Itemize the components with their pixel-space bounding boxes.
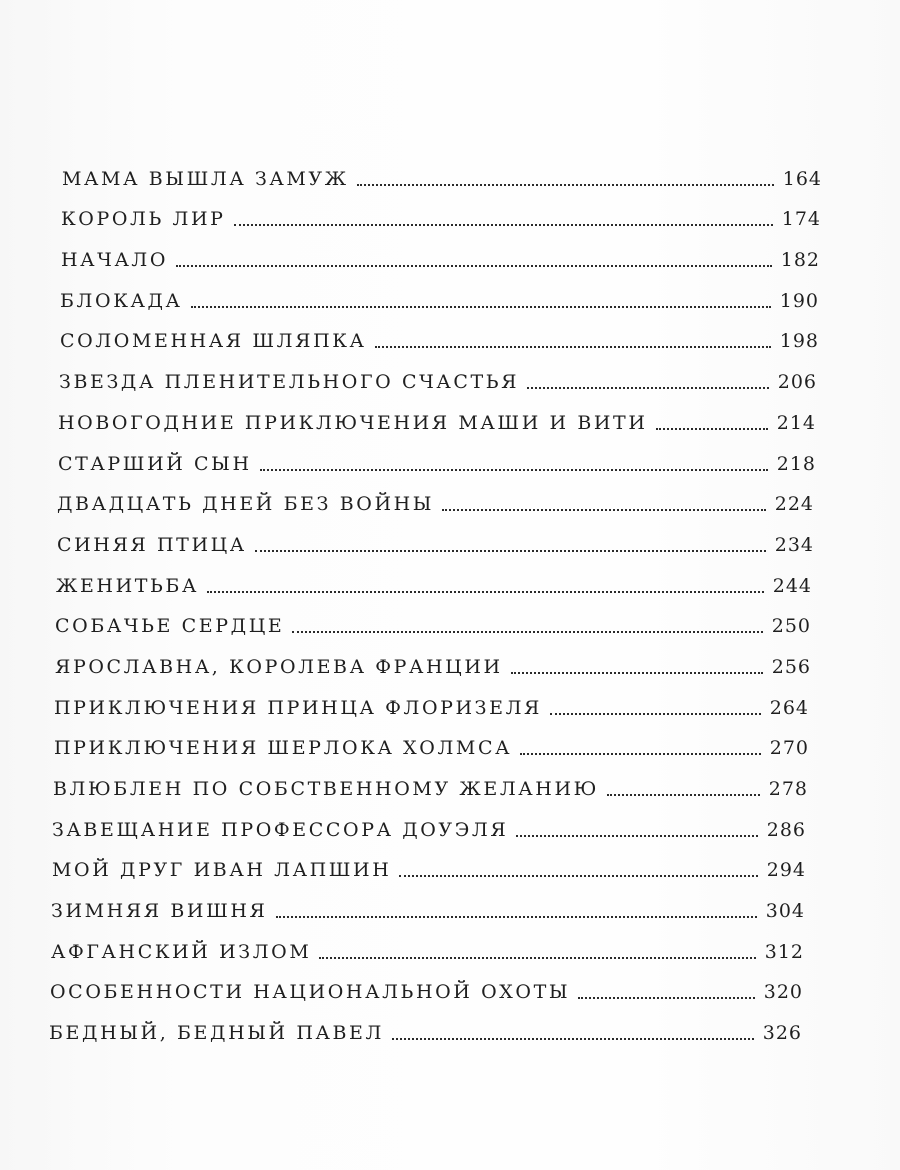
dot-leader [292,631,763,633]
toc-entry-page-number: 224 [774,493,814,516]
toc-entry-page-number: 270 [769,737,809,760]
toc-entry-title: ЗИМНЯЯ ВИШНЯ [51,900,268,923]
toc-entry-title: ДВАДЦАТЬ ДНЕЙ БЕЗ ВОЙНЫ [57,493,435,516]
toc-entry-title: СОБАЧЬЕ СЕРДЦЕ [55,615,285,638]
dot-leader [527,387,769,389]
toc-entry-title: ЖЕНИТЬБА [56,574,199,597]
toc-entry [56,555,812,596]
dot-leader [276,916,758,918]
dot-leader [392,1038,754,1040]
toc-entry [52,799,806,840]
dot-leader [607,794,760,796]
toc-entry [60,311,819,352]
toc-entry [55,596,811,637]
toc-entry-page-number: 174 [781,208,821,231]
toc-entry [58,392,816,433]
toc-entry-title: СТАРШИЙ СЫН [58,452,252,475]
toc-entry-page-number: 264 [769,696,809,719]
toc-entry-title: БЛОКАДА [60,289,183,312]
toc-entry [60,270,819,311]
dot-leader [357,184,774,186]
toc-entry-page-number: 312 [764,940,804,963]
dot-leader [207,591,764,593]
toc-entry-page-number: 190 [779,289,819,312]
toc-entry-page-number: 250 [771,615,811,638]
toc-entry-page-number: 206 [777,371,817,394]
toc-entry-title: ОСОБЕННОСТИ НАЦИОНАЛЬНОЙ ОХОТЫ [50,981,571,1004]
toc-entry-page-number: 218 [776,452,816,475]
toc-entry-title: ЯРОСЛАВНА, КОРОЛЕВА ФРАНЦИИ [55,655,503,678]
dot-leader [399,875,758,877]
toc-entry-page-number: 326 [762,1022,802,1045]
dot-leader [191,306,771,308]
dot-leader [520,753,761,755]
toc-entry [59,351,817,392]
toc-entry-title: ПРИКЛЮЧЕНИЯ ШЕРЛОКА ХОЛМСА [54,737,513,760]
toc-entry-page-number: 198 [779,330,819,353]
toc-entry [55,636,811,677]
dot-leader [375,346,771,348]
toc-entry-title: СИНЯЯ ПТИЦА [57,533,247,556]
toc-entry [53,758,808,799]
toc-entry [51,921,804,962]
toc-entry-title: МОЙ ДРУГ ИВАН ЛАПШИН [52,859,392,882]
toc-entry-title: НОВОГОДНИЕ ПРИКЛЮЧЕНИЯ МАШИ И ВИТИ [58,411,648,434]
toc-entry [54,677,809,718]
dot-leader [234,224,773,226]
toc-entry-page-number: 256 [771,655,811,678]
toc-entry [62,148,822,189]
toc-entry [57,474,814,515]
dot-leader [550,713,761,715]
toc-entry-title: МАМА ВЫШЛА ЗАМУЖ [62,167,349,190]
toc-entry-page-number: 278 [768,778,808,800]
dot-leader [176,265,772,267]
dot-leader [656,428,769,430]
toc-entry [61,229,820,270]
toc-entry [51,880,805,921]
dot-leader [255,550,766,552]
toc-entry [49,1002,802,1043]
dot-leader [511,672,763,674]
toc-entry [54,718,809,759]
table-of-contents [49,148,822,1045]
toc-entry-page-number: 182 [780,249,820,272]
toc-entry-title: БЕДНЫЙ, БЕДНЫЙ ПАВЕЛ [49,1022,384,1045]
dot-leader [260,469,768,471]
toc-entry-title: АФГАНСКИЙ ИЗЛОМ [51,940,312,963]
toc-entry-page-number: 286 [766,818,806,841]
toc-entry-page-number: 234 [774,533,814,556]
toc-entry [57,514,814,555]
toc-entry-page-number: 164 [782,167,822,190]
toc-entry-title: КОРОЛЬ ЛИР [61,208,226,231]
toc-entry-page-number: 320 [763,981,803,1004]
dot-leader [516,835,758,837]
toc-entry-title: НАЧАЛО [61,249,169,272]
toc-entry-page-number: 214 [776,411,816,434]
toc-entry-title: СОЛОМЕННАЯ ШЛЯПКА [60,330,367,353]
dot-leader [319,957,756,959]
toc-entry-title: ПРИКЛЮЧЕНИЯ ПРИНЦА ФЛОРИЗЕЛЯ [54,696,542,719]
toc-entry [61,189,821,230]
dot-leader [442,509,766,511]
toc-entry-page-number: 244 [772,574,812,597]
toc-entry-title: ЗАВЕЩАНИЕ ПРОФЕССОРА ДОУЭЛЯ [52,818,509,841]
toc-entry-page-number: 304 [765,900,805,923]
toc-entry [58,433,816,474]
toc-entry-title: ВЛЮБЛЕН ПО СОБСТВЕННОМУ ЖЕЛАНИЮ [53,778,599,800]
toc-entry [50,962,803,1003]
toc-entry-title: ЗВЕЗДА ПЛЕНИТЕЛЬНОГО СЧАСТЬЯ [59,371,520,394]
toc-entry-page-number: 294 [766,859,806,882]
toc-entry [52,840,806,881]
dot-leader [578,997,755,999]
